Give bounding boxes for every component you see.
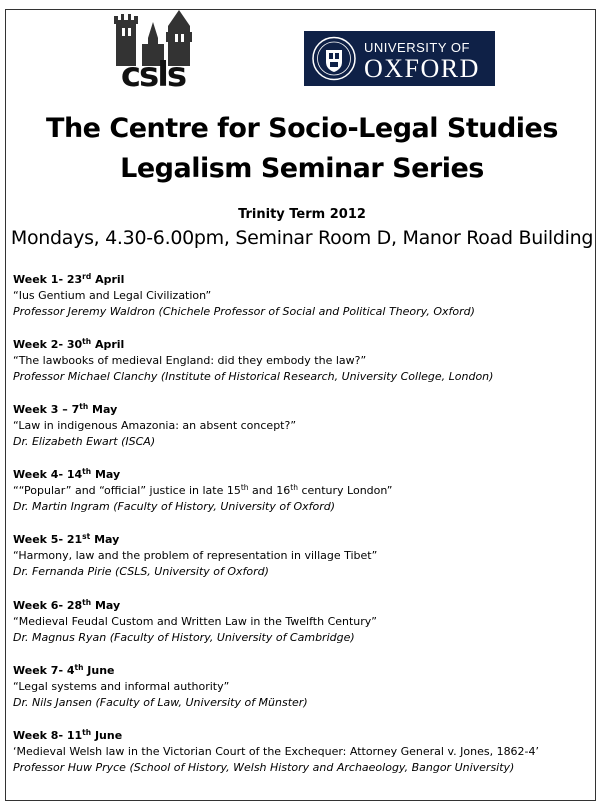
seminar-week-4 [13,467,593,515]
week-label: Week 7- 4th June [13,663,115,677]
talk-title: “Legal systems and informal authority” [13,680,230,693]
oxford-university-of-text: UNIVERSITY OF [364,40,470,55]
csls-wordmark: csls [120,55,186,95]
talk-title: ‘Medieval Welsh law in the Victorian Court of the Exchequer: Attorney General v. Jones, 1862-4’ [13,745,540,758]
seminar-week-5 [13,532,593,580]
speaker-name: Dr. Martin Ingram (Faculty of History, University of Oxford) [13,500,336,513]
speaker-name: Professor Huw Pryce (School of History, Welsh History and Archaeology, Bangor University) [13,761,515,774]
talk-title: “Medieval Feudal Custom and Written Law in the Twelfth Century” [13,615,378,628]
seminar-week-8 [13,728,593,776]
week-label: Week 3 – 7th May [13,402,118,416]
speaker-name: Professor Michael Clanchy (Institute of Historical Research, University College, London) [13,370,494,383]
venue-text: Mondays, 4.30-6.00pm, Seminar Room D, Manor Road Building [10,227,594,249]
seminar-week-6 [13,598,593,646]
talk-title: “Ius Gentium and Legal Civilization” [13,289,212,302]
week-label: Week 2- 30th April [13,337,125,351]
csls-logo [112,10,194,94]
term-heading: Trinity Term 2012 [238,207,366,222]
week-label: Week 6- 28th May [13,598,121,612]
oxford-name-text: OXFORD [364,54,480,83]
week-label: Week 1- 23rd April [13,272,125,286]
speaker-name: Dr. Elizabeth Ewart (ISCA) [13,435,156,448]
seminar-week-7 [13,663,593,711]
speaker-name: Dr. Magnus Ryan (Faculty of History, University of Cambridge) [13,631,355,644]
oxford-crest-icon [311,35,357,82]
talk-title: “Harmony, law and the problem of representation in village Tibet” [13,549,378,562]
page-title-line-2: Legalism Seminar Series [120,153,484,184]
talk-title: “Law in indigenous Amazonia: an absent concept?” [13,419,297,432]
week-label: Week 8- 11th June [13,728,123,742]
seminar-week-2 [13,337,593,385]
oxford-logo [304,31,495,86]
week-label: Week 4- 14th May [13,467,121,481]
seminar-week-1 [13,272,593,320]
seminar-week-3 [13,402,593,450]
week-label: Week 5- 21st May [13,532,120,546]
page-title-line-1: The Centre for Socio-Legal Studies [46,113,558,144]
speaker-name: Professor Jeremy Waldron (Chichele Professor of Social and Political Theory, Oxford) [13,305,475,318]
speaker-name: Dr. Nils Jansen (Faculty of Law, University of Münster) [13,696,308,709]
speaker-name: Dr. Fernanda Pirie (CSLS, University of Oxford) [13,565,269,578]
talk-title: “The lawbooks of medieval England: did they embody the law?” [13,354,367,367]
talk-title: ““Popular” and “official” justice in late 15th and 16th century London” [13,483,393,497]
